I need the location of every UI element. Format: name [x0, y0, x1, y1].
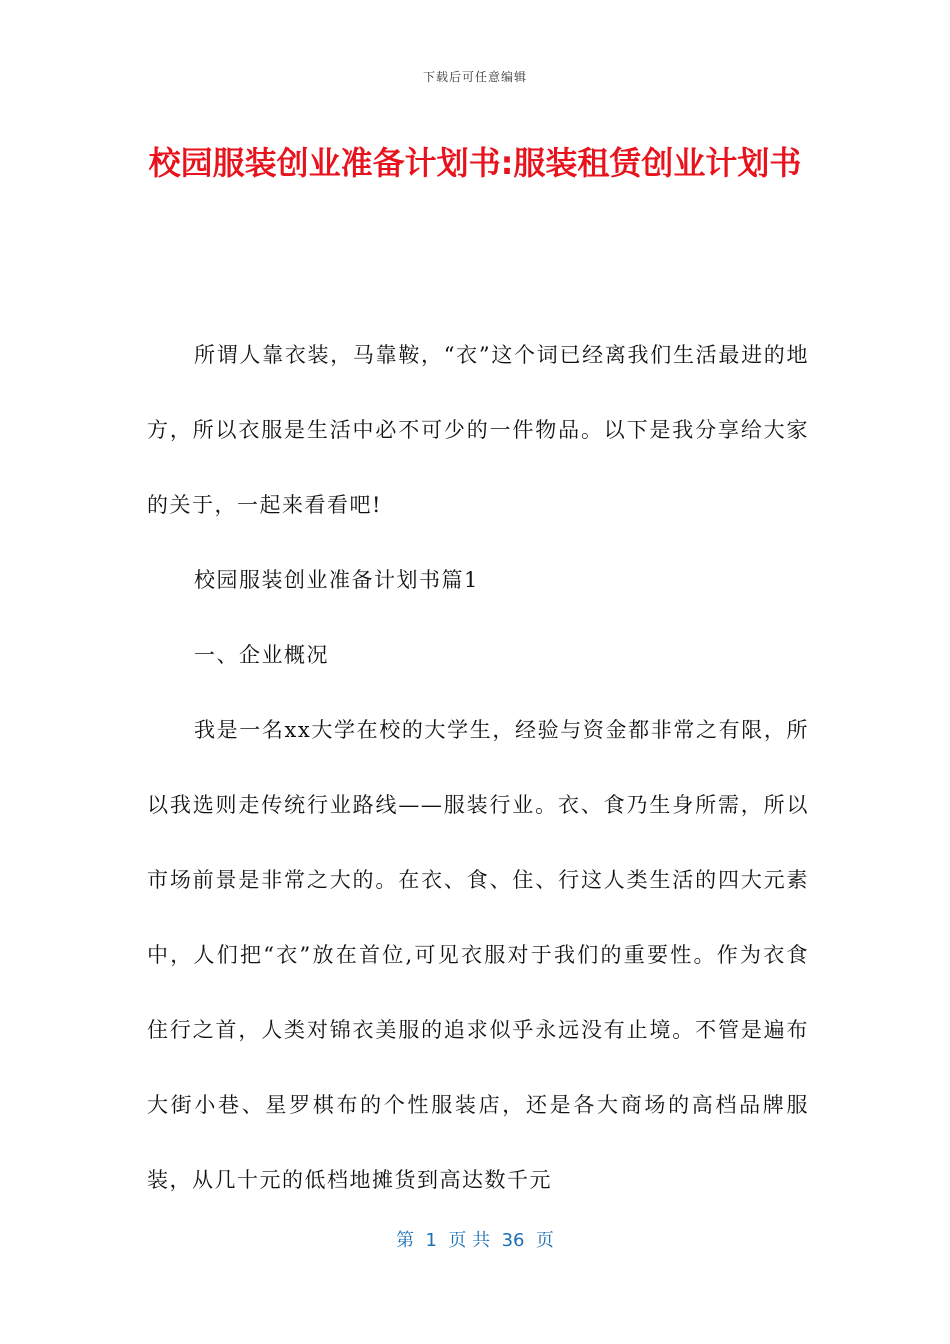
section-heading: 校园服装创业准备计划书篇1: [194, 568, 479, 592]
document-title: 校园服装创业准备计划书:服装租赁创业计划书: [148, 144, 802, 182]
document-body: [147, 318, 809, 1218]
subsection-heading: 一、企业概况: [194, 643, 329, 667]
body-paragraph: 我是一名xx大学在校的大学生，经验与资金都非常之有限，所以我选则走传统行业路线——服装行业。衣、食乃生身所需，所以市场前景是非常之大的。在衣、食、住、行这人类生活的四大元素中，人们把“衣”放在首位,可见衣服对于我们的重要性。作为衣食住行之首，人类对锦衣美服的追求似乎永远没有止境。不管是遍布大街小巷、星罗棋布的个性服装店，还是各大商场的高档品牌服装，从几十元的低档地摊货到高达数千元: [147, 718, 809, 1192]
page-number-footer: 第 1 页 共 36 页: [396, 1230, 554, 1251]
header-note: 下载后可任意编辑: [422, 70, 527, 84]
intro-paragraph: 所谓人靠衣装，马靠鞍，“衣”这个词已经离我们生活最进的地方，所以衣服是生活中必不可少的一件物品。以下是我分享给大家的关于，一起来看看吧!: [147, 343, 809, 517]
